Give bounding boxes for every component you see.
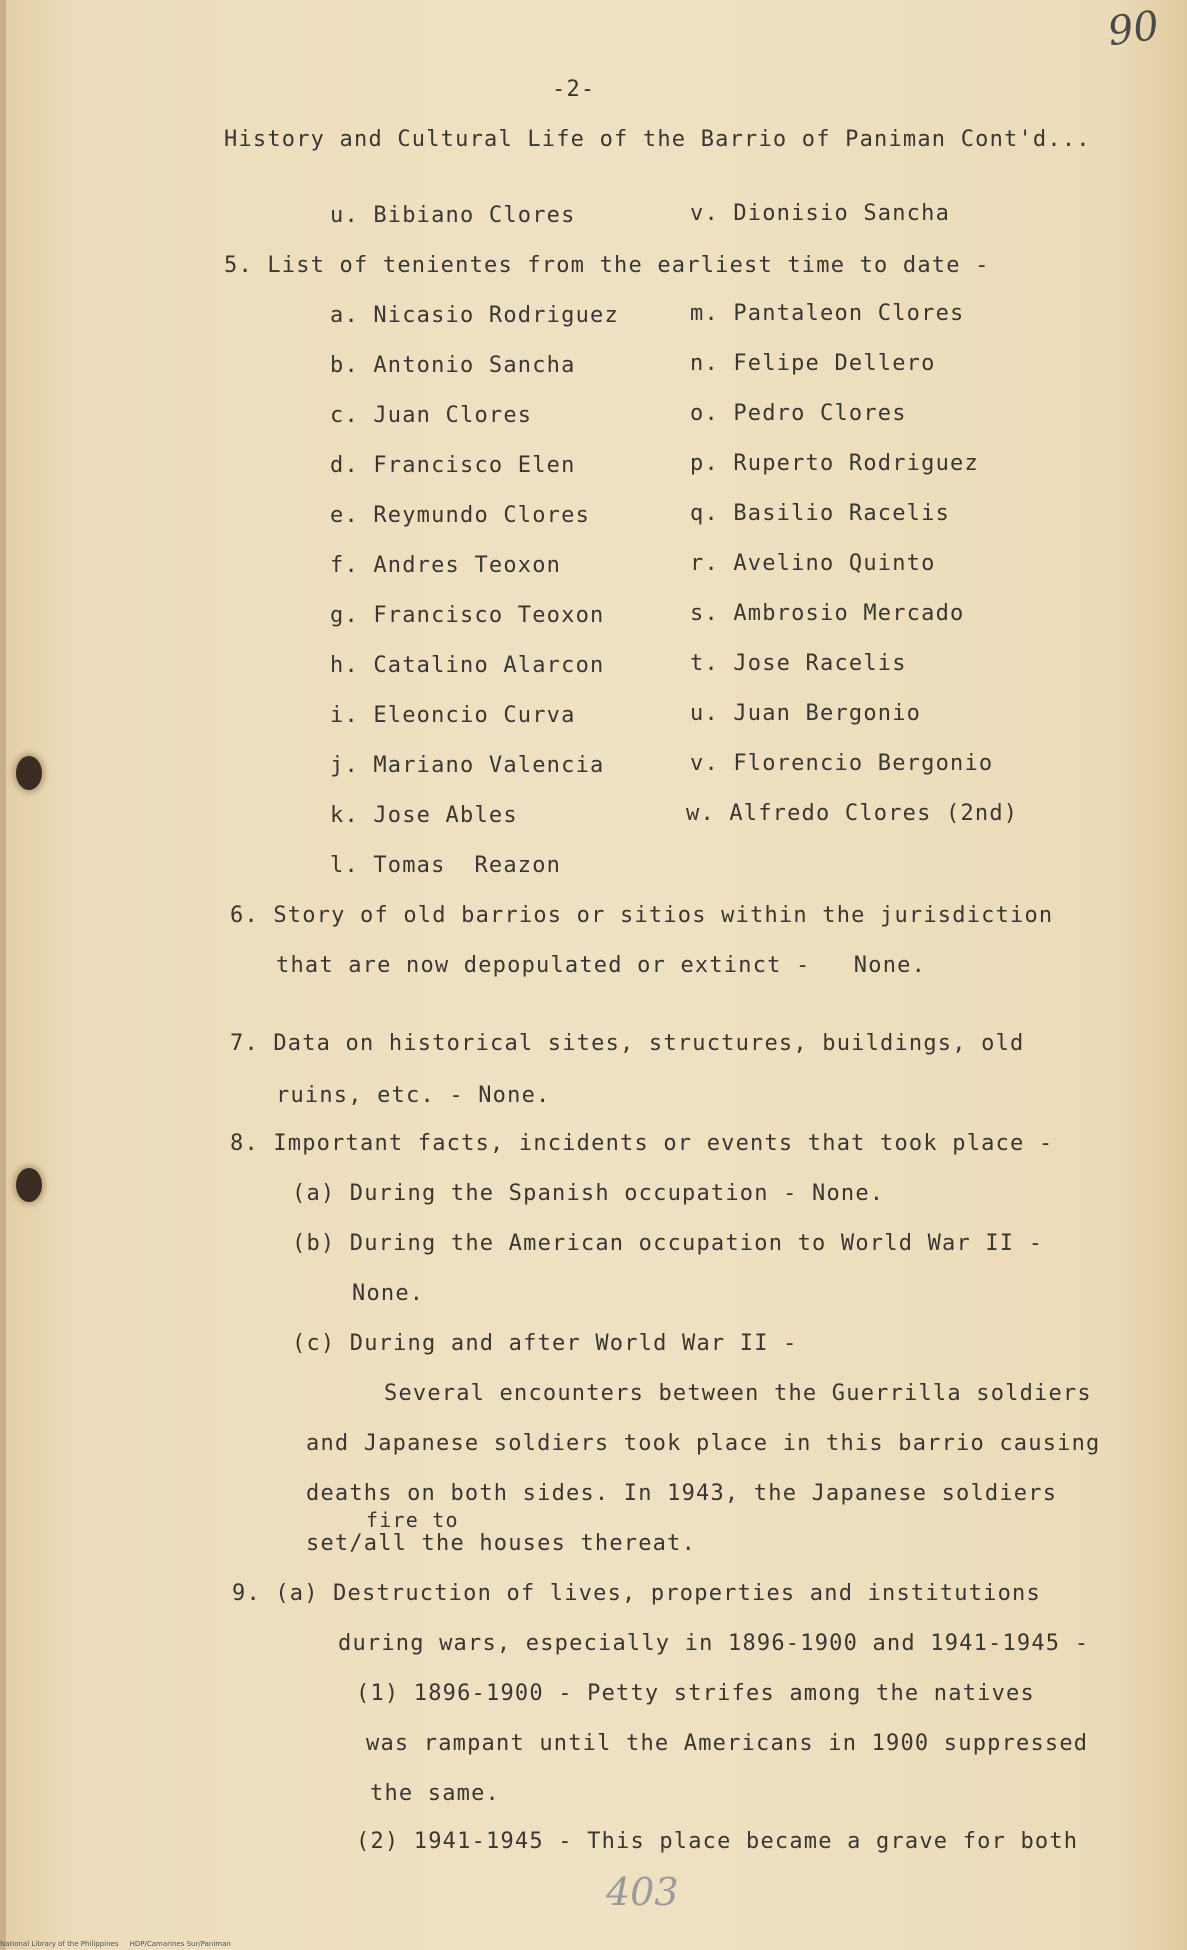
teniente-left: j. Mariano Valencia <box>330 753 605 778</box>
item8-a: (a) During the Spanish occupation - None. <box>292 1181 885 1206</box>
item9-p1: the same. <box>370 1781 501 1806</box>
item9-p2: (2) 1941-1945 - This place became a grave for both <box>356 1829 1079 1854</box>
teniente-left: i. Eleoncio Curva <box>330 703 576 728</box>
teniente-left: e. Reymundo Clores <box>330 503 591 528</box>
item8-c-paragraph: deaths on both sides. In 1943, the Japanese soldiers <box>306 1481 1058 1506</box>
item8-b2: None. <box>352 1281 425 1306</box>
item6-line1: 6. Story of old barrios or sitios within the jurisdiction <box>230 903 1054 928</box>
punch-hole-lower <box>16 1168 42 1202</box>
teniente-left: l. Tomas Reazon <box>330 853 562 878</box>
item5-heading: 5. List of tenientes from the earliest time to date - <box>224 253 990 278</box>
item6-line2: that are now depopulated or extinct - None. <box>276 953 927 978</box>
teniente-right: t. Jose Racelis <box>690 651 907 676</box>
item8-c-insertion: fire to <box>366 1508 459 1532</box>
teniente-left: a. Nicasio Rodriguez <box>330 303 619 328</box>
item9-line1: 9. (a) Destruction of lives, properties and institutions <box>232 1581 1041 1606</box>
teniente-left: d. Francisco Elen <box>330 453 576 478</box>
teniente-right: v. Florencio Bergonio <box>690 751 994 776</box>
teniente-right: u. Juan Bergonio <box>690 701 922 726</box>
item9-line2: during wars, especially in 1896-1900 and 1941-1945 - <box>338 1631 1090 1656</box>
teniente-right: w. Alfredo Clores (2nd) <box>686 801 1019 826</box>
item9-p1: (1) 1896-1900 - Petty strifes among the natives <box>356 1681 1035 1706</box>
list-item-right: v. Dionisio Sancha <box>690 201 951 226</box>
punch-hole-upper <box>16 756 42 790</box>
item8-c-paragraph: Several encounters between the Guerrilla soldiers <box>384 1381 1092 1406</box>
item8-c-paragraph: set/all the houses thereat. <box>306 1531 697 1556</box>
item8-c: (c) During and after World War II - <box>292 1331 798 1356</box>
page-label: -2- <box>552 77 596 102</box>
teniente-left: k. Jose Ables <box>330 803 518 828</box>
teniente-right: o. Pedro Clores <box>690 401 907 426</box>
item9-p1: was rampant until the Americans in 1900 suppressed <box>366 1731 1089 1756</box>
handwritten-folio-number: 403 <box>606 1870 679 1914</box>
page-edge <box>0 0 6 1950</box>
archive-footer: National Library of the Philippines HDP/Camarines Sur/Paniman <box>0 1940 231 1948</box>
list-item-left: u. Bibiano Clores <box>330 203 576 228</box>
item8-b1: (b) During the American occupation to World War II - <box>292 1231 1044 1256</box>
teniente-right: r. Avelino Quinto <box>690 551 936 576</box>
teniente-left: h. Catalino Alarcon <box>330 653 605 678</box>
item7-line2: ruins, etc. - None. <box>276 1083 551 1108</box>
teniente-left: f. Andres Teoxon <box>330 553 562 578</box>
handwritten-page-number: 90 <box>1105 2 1162 56</box>
teniente-right: m. Pantaleon Clores <box>690 301 965 326</box>
teniente-right: p. Ruperto Rodriguez <box>690 451 979 476</box>
teniente-left: g. Francisco Teoxon <box>330 603 605 628</box>
document-title: History and Cultural Life of the Barrio of Paniman Cont'd... <box>224 127 1091 152</box>
item7-line1: 7. Data on historical sites, structures, buildings, old <box>230 1031 1025 1056</box>
teniente-right: s. Ambrosio Mercado <box>690 601 965 626</box>
teniente-right: q. Basilio Racelis <box>690 501 951 526</box>
teniente-right: n. Felipe Dellero <box>690 351 936 376</box>
teniente-left: c. Juan Clores <box>330 403 533 428</box>
item8-c-paragraph: and Japanese soldiers took place in this barrio causing <box>306 1431 1101 1456</box>
item8-line1: 8. Important facts, incidents or events that took place - <box>230 1131 1054 1156</box>
teniente-left: b. Antonio Sancha <box>330 353 576 378</box>
